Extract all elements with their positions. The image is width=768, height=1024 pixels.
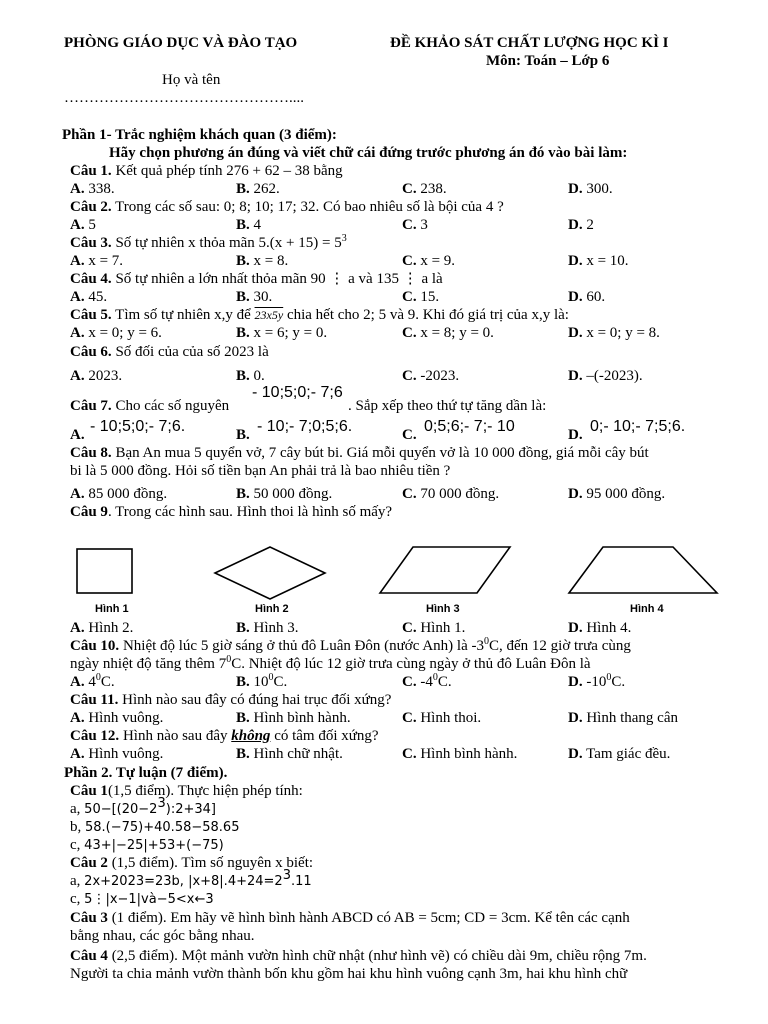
q7-option-b: B. [236,427,250,443]
q7-option-d: D. [568,427,583,443]
essay-q3-line2: bằng nhau, các góc bằng nhau. [70,928,255,944]
question-9: Câu 9. Trong các hình sau. Hình thoi là hình số mấy? [70,504,393,520]
q2-option-c: C. 3 [402,217,428,233]
q10-option-a: A. $4^0C$. [70,672,115,690]
q11-option-a: A. Hình vuông. [70,710,164,726]
question-10: Câu 10. Nhiệt độ lúc 5 giờ sáng ở thủ đô Luân Đôn (nước Anh) là $-3^0C$, đến 12 giờ trưa cùng [70,636,631,654]
q3-option-b: B. x = 8. [236,253,289,269]
department-heading: PHÒNG GIÁO DỤC VÀ ĐÀO TẠO [64,35,298,51]
essay-q2: Câu 2 (1,5 điểm). Tìm số nguyên x biết: [70,855,314,871]
essay-q1-c: c, 43+|−25|+53+(−75) [70,837,224,853]
q12-option-d: D. Tam giác đều. [568,746,671,762]
q7-option-d-set: 0;- 10;- 7;5;6. [590,418,686,435]
q5-option-a: A. x = 0; y = 6. [70,325,162,341]
q8-option-d: D. 95 000 đồng. [568,486,666,502]
q12-option-a: A. Hình vuông. [70,746,164,762]
question-7: Câu 7. Cho các số nguyên [70,398,230,414]
q1-option-a: A. 338. [70,181,115,197]
question-4: Câu 4. Số tự nhiên a lớn nhất thỏa mãn 90 ⋮ a và 135 ⋮ a là [70,271,443,287]
part1-instruction: Hãy chọn phương án đúng và viết chữ cái đứng trước phương án đó vào bài làm: [109,145,628,161]
essay-q1-b: b, 58.(−75)+40.58−58.65 [70,819,240,835]
overlined-number: 23x5y [254,308,284,322]
question-8-line2: bi là 5 000 đồng. Hỏi số tiền bạn An phải trả là bao nhiêu tiền ? [70,463,451,479]
q7-instruction: . Sắp xếp theo thứ tự tăng dần là: [348,398,547,414]
q7-option-c-set: 0;5;6;- 7;- 10 [424,418,515,435]
essay-q4: Câu 4 (2,5 điểm). Một mảnh vườn hình chữ nhật (như hình vẽ) có chiều dài 9m, chiều rộng 7m. [70,948,647,964]
q2-option-b: B. 4 [236,217,262,233]
q5-option-c: C. x = 8; y = 0. [402,325,494,341]
q2-option-a: A. 5 [70,217,96,233]
q8-option-a: A. 85 000 đồng. [70,486,168,502]
q5-option-b: B. x = 6; y = 0. [236,325,328,341]
question-12: Câu 12. Hình nào sau đây không có tâm đối xứng? [70,728,379,744]
figure-trapezoid [569,547,717,593]
q3-option-a: A. x = 7. [70,253,124,269]
q9-option-b: B. Hình 3. [236,620,299,636]
q4-option-b: B. 30. [236,289,273,305]
q3-option-d: D. x = 10. [568,253,629,269]
question-11: Câu 11. Hình nào sau đây có đúng hai trục đối xứng? [70,692,392,708]
q9-figures [0,540,768,602]
q7-option-a: A. [70,427,85,443]
q4-option-c: C. 15. [402,289,440,305]
subject-line: Môn: Toán – Lớp 6 [486,53,610,69]
q7-option-b-set: - 10;- 7;0;5;6. [257,418,353,435]
q8-option-b: B. 50 000 đồng. [236,486,333,502]
essay-q1: Câu 1(1,5 điểm). Thực hiện phép tính: [70,783,303,799]
question-5: Câu 5. Tìm số tự nhiên x,y để 23x5y chia hết cho 2; 5 và 9. Khi đó giá trị của x,y là: [70,307,569,323]
q6-option-a: A. 2023. [70,368,123,384]
figure-label-1: Hình 1 [95,603,129,615]
question-10-line2: ngày nhiệt độ tăng thêm $7^0C$. Nhiệt độ lúc 12 giờ trưa cùng ngày ở thủ đô Luân Đôn là [70,654,591,672]
question-6: Câu 6. Số đối của của số 2023 là [70,344,269,360]
q12-option-b: B. Hình chữ nhật. [236,746,343,762]
q6-option-b: B. 0. [236,368,265,384]
q7-option-c: C. [402,427,417,443]
q10-option-c: C. $-4^0C$. [402,672,452,690]
essay-q2-a: a, 2x+2023=23b, $|x+8|.4+24=2^3.11$ [70,868,312,889]
name-label: Họ và tên [162,72,221,88]
q12-option-c: C. Hình bình hành. [402,746,518,762]
q11-option-d: D. Hình thang cân [568,710,678,726]
q10-option-d: D. $-10^0C$. [568,672,626,690]
question-8: Câu 8. Bạn An mua 5 quyển vở, 7 cây bút bi. Giá mỗi quyển vở là 10 000 đồng, giá mỗi cây bút [70,445,649,461]
q1-option-b: B. 262. [236,181,280,197]
q6-option-c: C. -2023. [402,368,460,384]
q8-option-c: C. 70 000 đồng. [402,486,500,502]
q1-option-c: C. 238. [402,181,447,197]
q10-option-b: B. $10^0C$. [236,672,288,690]
part2-title: Phần 2. Tự luận (7 điểm). [64,765,228,781]
question-3: Câu 3. Số tự nhiên x thỏa mãn $5.(x + 15) = 5^3$ [70,233,347,251]
q11-option-c: C. Hình thoi. [402,710,482,726]
q5-option-d: D. x = 0; y = 8. [568,325,660,341]
q7-option-a-set: - 10;5;0;- 7;6. [90,418,186,435]
essay-q3: Câu 3 (1 điểm). Em hãy vẽ hình bình hành ABCD có AB = 5cm; CD = 3cm. Kể tên các cạnh [70,910,630,926]
q3-option-c: C. x = 9. [402,253,456,269]
exam-title: ĐỀ KHẢO SÁT CHẤT LƯỢNG HỌC KÌ I [390,35,669,51]
q11-option-b: B. Hình bình hành. [236,710,351,726]
q9-option-d: D. Hình 4. [568,620,632,636]
figure-parallelogram [380,547,510,593]
q9-option-a: A. Hình 2. [70,620,134,636]
question-2: Câu 2. Trong các số sau: 0; 8; 10; 17; 32. Có bao nhiêu số là bội của 4 ? [70,199,504,215]
figure-label-4: Hình 4 [630,603,664,615]
q4-option-a: A. 45. [70,289,108,305]
q2-option-d: D. 2 [568,217,594,233]
q7-number-set: - 10;5;0;- 7;6 [252,384,343,401]
essay-q2-c: c, 5⋮|x−1|và−5<x←3 [70,891,214,907]
q6-option-d: D. –(-2023). [568,368,643,384]
figure-rectangle [77,549,132,593]
emphasis-khong: không [231,728,271,744]
question-1: Câu 1. Kết quả phép tính 276 + 62 – 38 bằng [70,163,343,179]
figure-label-2: Hình 2 [255,603,289,615]
essay-q4-line2: Người ta chia mảnh vườn thành bốn khu gồm hai khu hình vuông cạnh 3m, hai khu hình chữ [70,966,628,982]
figure-rhombus [215,547,325,599]
name-dots: ……………………………………….... [64,90,304,106]
q1-option-d: D. 300. [568,181,613,197]
part1-title: Phần 1- Trắc nghiệm khách quan (3 điểm): [62,127,337,143]
essay-q1-a: a, $50-[(20-2^3):2+34]$ [70,796,216,817]
q9-option-c: C. Hình 1. [402,620,466,636]
figure-label-3: Hình 3 [426,603,460,615]
q4-option-d: D. 60. [568,289,606,305]
